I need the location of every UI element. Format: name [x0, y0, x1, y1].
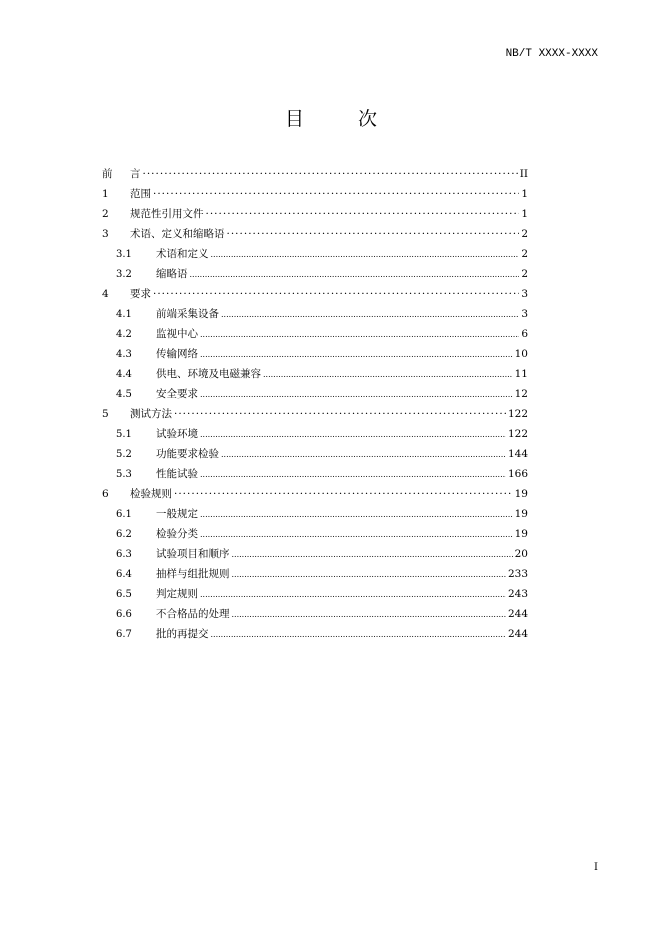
- table-of-contents: [100, 164, 528, 644]
- toc-entry-number: 5: [102, 408, 109, 420]
- toc-entry-label: 判定规则: [156, 588, 198, 600]
- toc-entry-number: 4: [102, 288, 109, 300]
- toc-entry-page: 19: [514, 528, 528, 540]
- toc-entry[interactable]: [100, 564, 528, 584]
- toc-dot-leader: [227, 224, 520, 244]
- toc-dot-leader: [200, 584, 506, 605]
- toc-entry[interactable]: [100, 444, 528, 464]
- toc-entry-page: 122: [507, 408, 528, 420]
- toc-dot-leader: [200, 344, 513, 365]
- toc-dot-leader: [221, 304, 519, 325]
- toc-dot-leader: [211, 244, 520, 265]
- toc-entry-label: 试验环境: [156, 428, 198, 440]
- toc-entry-number: 6.7: [116, 629, 132, 640]
- toc-dot-leader: [153, 284, 519, 304]
- toc-entry[interactable]: [100, 284, 528, 304]
- toc-entry-number: 4.4: [116, 369, 132, 380]
- toc-entry-page: 243: [507, 588, 528, 600]
- toc-entry-number: 前: [102, 168, 113, 180]
- toc-entry-label: 安全要求: [156, 388, 198, 400]
- toc-dot-leader: [206, 204, 520, 224]
- toc-entry[interactable]: [100, 624, 528, 644]
- toc-dot-leader: [190, 264, 520, 285]
- toc-entry-number: 4.2: [116, 329, 132, 340]
- toc-entry-label: 不合格品的处理: [156, 608, 230, 620]
- toc-entry-number: 1: [102, 188, 109, 200]
- toc-entry-page: 3: [521, 308, 528, 320]
- toc-entry-page: 6: [521, 328, 528, 340]
- toc-entry-page: 122: [507, 428, 528, 440]
- toc-dot-leader: [200, 464, 506, 485]
- toc-entry-page: 1: [521, 208, 528, 220]
- toc-dot-leader: [232, 604, 506, 625]
- toc-entry-label: 术语、定义和缩略语: [130, 228, 225, 240]
- toc-dot-leader: [174, 484, 513, 504]
- toc-dot-leader: [263, 364, 513, 385]
- toc-entry-page: II: [519, 168, 528, 180]
- toc-dot-leader: [200, 424, 506, 445]
- toc-entry[interactable]: [100, 324, 528, 344]
- toc-dot-leader: [221, 444, 506, 465]
- toc-entry-label: 前端采集设备: [156, 308, 219, 320]
- toc-entry[interactable]: [100, 424, 528, 444]
- toc-entry-label: 试验项目和顺序: [156, 548, 230, 560]
- toc-entry-page: 244: [507, 608, 528, 620]
- toc-entry[interactable]: [100, 364, 528, 384]
- toc-entry-number: 4.3: [116, 349, 132, 360]
- toc-entry-number: 5.3: [116, 469, 132, 480]
- toc-entry-page: 244: [507, 628, 528, 640]
- page-number: I: [594, 862, 598, 873]
- toc-entry-label: 传输网络: [156, 348, 198, 360]
- toc-dot-leader: [200, 384, 513, 405]
- toc-entry-number: 3.1: [116, 249, 132, 260]
- toc-dot-leader: [143, 164, 518, 184]
- toc-entry[interactable]: [100, 524, 528, 544]
- toc-entry-number: 4.5: [116, 389, 132, 400]
- toc-entry-label: 供电、环境及电磁兼容: [156, 368, 261, 380]
- toc-entry[interactable]: [100, 344, 528, 364]
- toc-entry[interactable]: [100, 304, 528, 324]
- toc-entry-label: 抽样与组批规则: [156, 568, 230, 580]
- toc-entry[interactable]: [100, 504, 528, 524]
- toc-entry-page: 2: [521, 268, 528, 280]
- toc-entry-number: 6.1: [116, 509, 132, 520]
- toc-entry[interactable]: [100, 604, 528, 624]
- toc-entry[interactable]: [100, 264, 528, 284]
- toc-entry-page: 233: [507, 568, 528, 580]
- toc-entry-label: 批的再提交: [156, 628, 209, 640]
- toc-entry-page: 2: [521, 248, 528, 260]
- toc-entry-label: 检验规则: [130, 488, 172, 500]
- toc-entry-number: 6.3: [116, 549, 132, 560]
- toc-entry[interactable]: [100, 164, 528, 184]
- toc-entry-label: 言: [130, 168, 141, 180]
- toc-entry[interactable]: [100, 244, 528, 264]
- toc-entry-number: 3.2: [116, 269, 132, 280]
- toc-entry-page: 12: [514, 388, 528, 400]
- toc-entry[interactable]: [100, 404, 528, 424]
- toc-entry[interactable]: [100, 224, 528, 244]
- toc-entry-label: 术语和定义: [156, 248, 209, 260]
- toc-entry[interactable]: [100, 204, 528, 224]
- toc-dot-leader: [211, 624, 506, 645]
- toc-dot-leader: [200, 324, 519, 345]
- toc-entry-page: 2: [521, 228, 528, 240]
- toc-entry-number: 2: [102, 208, 109, 220]
- toc-dot-leader: [232, 564, 506, 585]
- toc-entry[interactable]: [100, 464, 528, 484]
- toc-entry-number: 6: [102, 488, 109, 500]
- page-title: 目 次: [284, 108, 402, 130]
- toc-entry[interactable]: [100, 384, 528, 404]
- toc-entry-label: 性能试验: [156, 468, 198, 480]
- toc-entry-label: 一般规定: [156, 508, 198, 520]
- toc-entry-number: 3: [102, 228, 109, 240]
- toc-entry[interactable]: [100, 584, 528, 604]
- toc-entry[interactable]: [100, 484, 528, 504]
- toc-entry-label: 测试方法: [130, 408, 172, 420]
- toc-entry-label: 范围: [130, 188, 151, 200]
- toc-entry-number: 6.4: [116, 569, 132, 580]
- toc-entry-label: 缩略语: [156, 268, 188, 280]
- toc-entry-page: 10: [514, 348, 528, 360]
- toc-entry-label: 检验分类: [156, 528, 198, 540]
- standard-code: NB/T XXXX-XXXX: [505, 48, 598, 60]
- toc-entry-label: 要求: [130, 288, 151, 300]
- toc-dot-leader: [200, 524, 513, 545]
- toc-entry-number: 6.2: [116, 529, 132, 540]
- toc-dot-leader: [174, 404, 506, 424]
- toc-entry-page: 144: [507, 448, 528, 460]
- toc-entry-number: 6.6: [116, 609, 132, 620]
- toc-entry-page: 11: [514, 368, 528, 380]
- toc-entry-number: 4.1: [116, 309, 132, 320]
- toc-entry-label: 规范性引用文件: [130, 208, 204, 220]
- toc-entry-number: 6.5: [116, 589, 132, 600]
- toc-entry-page: 166: [507, 468, 528, 480]
- toc-entry[interactable]: [100, 544, 528, 564]
- toc-entry-number: 5.2: [116, 449, 132, 460]
- toc-dot-leader: [153, 184, 519, 204]
- toc-entry-label: 监视中心: [156, 328, 198, 340]
- toc-entry-number: 5.1: [116, 429, 132, 440]
- toc-entry[interactable]: [100, 184, 528, 204]
- toc-dot-leader: [232, 544, 513, 565]
- toc-dot-leader: [200, 504, 513, 525]
- toc-entry-page: 19: [514, 488, 528, 500]
- toc-entry-page: 20: [514, 548, 528, 560]
- toc-entry-page: 19: [514, 508, 528, 520]
- toc-entry-page: 1: [521, 188, 528, 200]
- toc-entry-page: 3: [521, 288, 528, 300]
- toc-entry-label: 功能要求检验: [156, 448, 219, 460]
